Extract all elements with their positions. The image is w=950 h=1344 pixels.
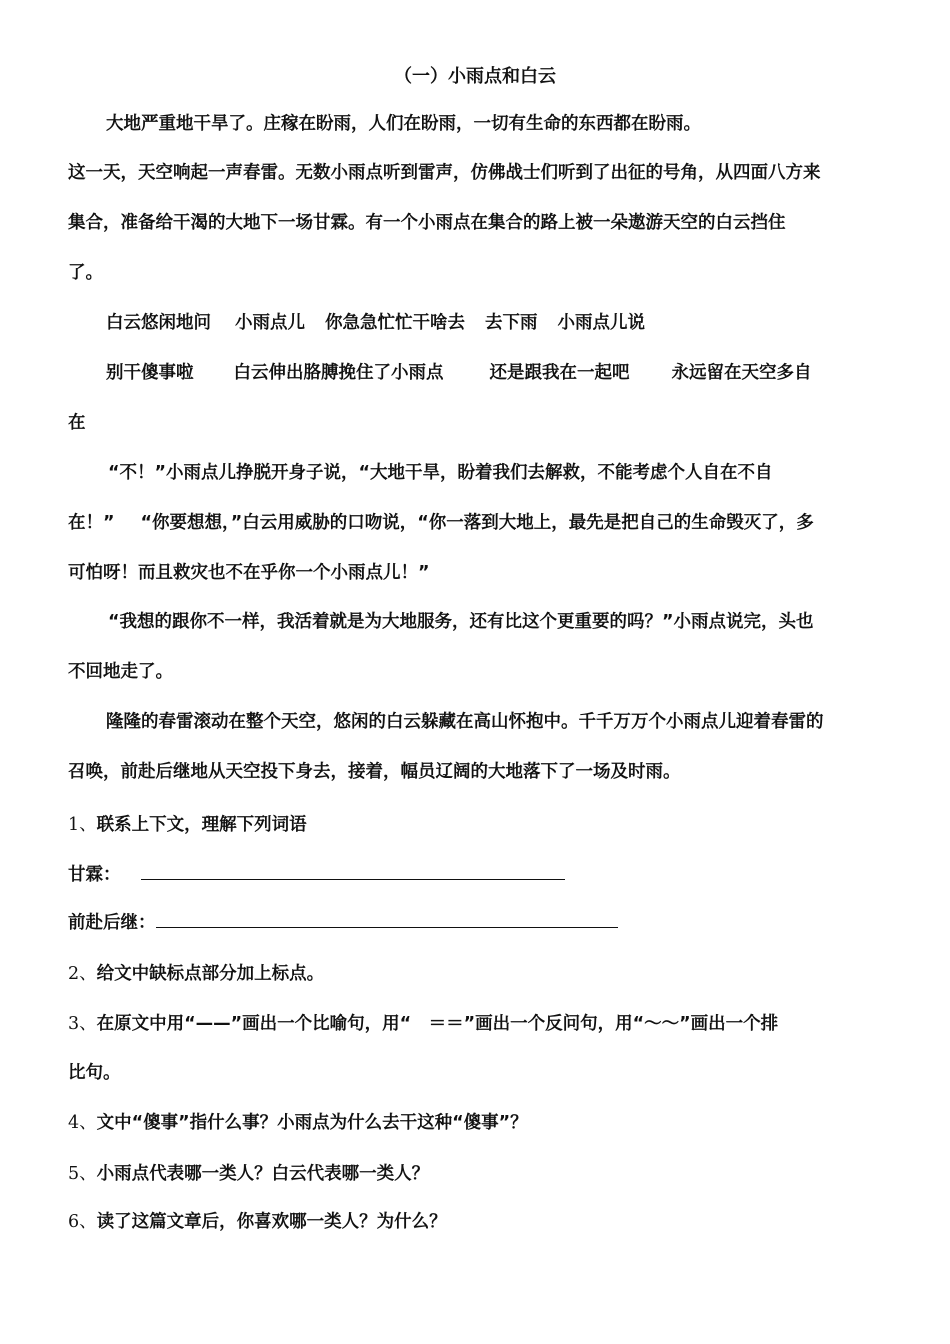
passage-paragraph-2-line-3: 了。 [68,263,103,283]
phrase: 白云伸出胳膊挽住了小雨点 [233,363,444,383]
passage-paragraph-5-line-1: “不！”小雨点儿挣脱开身子说，“大地干旱，盼着我们去解救，不能考虑个人自在不自 [108,463,773,483]
passage-paragraph-2-line-1: 这一天，天空响起一声春雷。无数小雨点听到雷声，仿佛战士们听到了出征的号角，从四面八方来 [68,163,821,183]
question-1 [68,813,883,837]
phrase: 小雨点儿 [235,313,305,333]
question-number: 4、 [68,1113,97,1133]
passage-paragraph-5-line-3: 可怕呀！而且救灾也不在乎你一个小雨点儿！” [68,563,430,583]
passage-paragraph-6-line-2: 不回地走了。 [68,662,173,682]
passage-paragraph-4 [106,361,883,385]
passage-paragraph-5-line-2 [68,511,883,535]
question-number: 2、 [68,964,97,984]
question-text: 读了这篇文章后，你喜欢哪一类人？为什么？ [96,1212,447,1232]
passage-paragraph-6-line-1: “我想的跟你不一样，我活着就是为大地服务，还有比这个更重要的吗？”小雨点说完，头也 [108,612,814,632]
question-5 [68,1162,883,1186]
phrase: 去下雨 [485,313,538,333]
answer-blank-2[interactable] [156,909,618,928]
question-3 [68,1012,883,1036]
phrase: 永远留在天空多自 [671,363,812,383]
question-2 [68,962,883,986]
question-text: 给文中缺标点部分加上标点。 [96,964,325,984]
question-text: 在原文中用“——”画出一个比喻句，用“ ＝＝”画出一个反问句，用“～～”画出一个排 [96,1014,779,1034]
question-4 [68,1111,883,1135]
question-6 [68,1210,883,1234]
question-number: 5、 [68,1164,97,1184]
question-3-line-2: 比句。 [68,1063,121,1083]
question-text: 联系上下文，理解下列词语 [96,815,307,835]
passage-paragraph-3 [106,311,883,335]
question-text: 小雨点代表哪一类人？白云代表哪一类人？ [96,1164,430,1184]
text-segment: “你要想想，”白云用威胁的口吻说，“你一落到大地上，最先是把自己的生命毁灭了，多 [140,513,814,533]
passage-paragraph-4-line-2: 在 [68,413,86,433]
passage-paragraph-7-line-1: 隆隆的春雷滚动在整个天空，悠闲的白云躲藏在高山怀抱中。千千万万个小雨点儿迎着春雷的 [106,712,824,732]
phrase: 还是跟我在一起吧 [489,363,630,383]
phrase: 小雨点儿说 [557,313,645,333]
passage-paragraph-7-line-2: 召唤，前赴后继地从天空投下身去，接着，幅员辽阔的大地落下了一场及时雨。 [68,762,681,782]
term-label: 甘霖： [68,865,121,885]
question-number: 6、 [68,1212,97,1232]
answer-blank-1[interactable] [141,861,565,880]
passage-paragraph-1: 大地严重地干旱了。庄稼在盼雨，人们在盼雨，一切有生命的东西都在盼雨。 [106,114,701,134]
phrase: 别干傻事啦 [106,363,194,383]
phrase: 白云悠闲地问 [106,313,211,333]
page-title: （一）小雨点和白云 [394,66,556,87]
passage-paragraph-2-line-2: 集合，准备给干渴的大地下一场甘霖。有一个小雨点在集合的路上被一朵遨游天空的白云挡住 [68,213,786,233]
question-text: 文中“傻事”指什么事？小雨点为什么去干这种“傻事”？ [96,1113,528,1133]
question-number: 3、 [68,1014,97,1034]
question-1a [68,861,883,887]
question-1b [68,909,883,935]
text-segment: 在！” [68,513,115,533]
question-number: 1、 [68,815,97,835]
phrase: 你急急忙忙干啥去 [325,313,465,333]
term-label: 前赴后继： [68,913,156,933]
